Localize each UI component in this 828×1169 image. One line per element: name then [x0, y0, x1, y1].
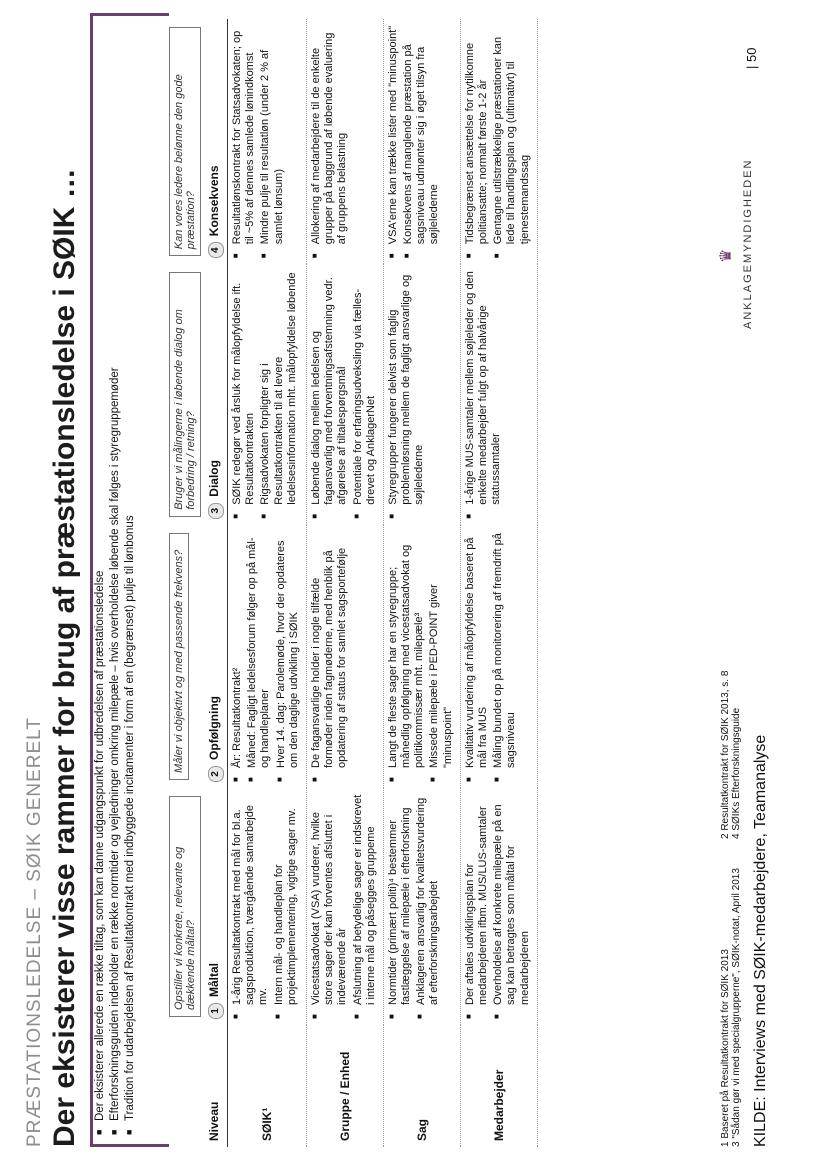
- table-cell: ■ Allokering af medarbejdere til de enkelte grupper på baggrund af løbende evaluering af gruppens belastning: [306, 19, 383, 264]
- question-box: Opstiller vi konkrete, relevante og dækkende måltal?: [169, 796, 201, 1017]
- section-label: PRÆSTATIONSLEDELSE – SØIK GENERELT: [24, 717, 45, 1147]
- table-cell: ■ Der aftales udviklingsplan for medarbejderen ifbm. MUS/LUS-samtaler ■ Overholdelse af konkrete milepæle på en sag kan betragtes som måltal for medarbejderen: [460, 788, 537, 1025]
- table-row: [306, 19, 383, 1147]
- table-cell: ■ Resultatlønskontrakt for Statsadvokaten; op til ~5% af dennes samlede lønindkomst ■ Mindre pulje til resultatløn (under 2 % af samlet lønsum): [228, 19, 307, 264]
- table-cell: ■ År: Resultatkontrakt² ■ Måned: Fagligt ledelsesforum følger op på mål- og handleplaner ■ Hver 14. dag: Parolemøde, hvor der opdateres om den daglige udvikling i SØIK: [228, 525, 307, 788]
- table-row: [383, 19, 460, 1147]
- crown-icon: ♛: [718, 248, 735, 263]
- table-cell: ■ Normtider (primært politi)⁴ bestemmer fastlæggelse af milepæle i efterforskning ■ Anklageren ansvarlig for kvalitetsvurdering af efterforskningsarbejdet: [383, 788, 460, 1025]
- table-cell: ■ Styregrupper fungerer delvist som faglig problemløsning mellem de fagligt ansvarlige og søjlelederne: [383, 264, 460, 525]
- intro-bullet: ■ Der eksisterer allerede en række tiltag, som kan danne udgangspunkt for udbredelsen af præstationsledelse: [94, 55, 106, 1135]
- table-cell: ■ Langt de fleste sager har en styregruppe; månedlig opfølgning med vicestatsadvokat og politikommissær mht. milepæle³ ■ Missede milepæle i PED-POINT giver "minuspoint": [383, 525, 460, 788]
- source-line: KILDE: Interviews med SØIK-medarbejdere, Teamanalyse: [752, 734, 769, 1147]
- intro-bullet: ■ Tradition for udarbejdelsen af Resultatkontrakt med indbyggede incitamenter i form af en (begrænset) pulje til lønbonus: [124, 55, 136, 1135]
- footnotes-right: 2 Resultatkontrakt for SØIK 2013, s. 8 4 SØIKs Efterforskningsguide: [720, 670, 742, 839]
- column-header: Niveau: [204, 1025, 228, 1147]
- row-label: Medarbejder: [460, 1025, 537, 1147]
- table-cell: ■ Vicestatsadvokat (VSA) vurderer, hvilke store sager der kan forventes afsluttet i indeværende år ■ Afslutning af betydelige sager er indskrevet i interne mål og påsegges gruppeme: [306, 788, 383, 1025]
- table-cell: ■ 1-årig Resultatkontrakt med mål for bl.a. sagsproduktion, tværgående samarbejde mv. ■ Intern mål- og handleplan for projektimplementering, vigtige sager mv.: [228, 788, 307, 1025]
- question-box: Måler vi objektivt og med passende frekvens?: [169, 533, 189, 780]
- table-cell: ■ Tidsbegrænset ansættelse for nytilkomne politiansatte; normalt første 1-2 år ■ Gentagne utilstrækkelige præstationer kan lede til handlingsplan og (ultimativt) til tjenestemandssag: [460, 19, 537, 264]
- table-cell: ■ VSA'erne kan trække lister med "minuspoint" ■ Konsekvens af manglende præstation på sagsniveau udmønter sig i øget tilsyn fra søjlelederne: [383, 19, 460, 264]
- table-cell: ■ De fagansvarlige holder i nogle tilfælde formøder inden fagmøderne, med henblik på opdatering af status for samlet sagsportefølje: [306, 525, 383, 788]
- table-cell: ■ Løbende dialog mellem ledelsen og fagansvarlig med forventningsafstemning vedr. afgørelse af tiltalespørgsmål ■ Potentiale for erfaringsudveksling via fælles-drevet og AnklagerNet: [306, 264, 383, 525]
- row-label: Sag: [383, 1025, 460, 1147]
- column-header: 2Opfølgning: [204, 525, 228, 788]
- column-header: 4Konsekvens: [204, 19, 228, 264]
- row-label: Gruppe / Enhed: [306, 1025, 383, 1147]
- question-box: Bruger vi målingerne i løbende dialog om forbedring / retning?: [169, 272, 201, 517]
- question-box: Kan vores ledere belønne den gode præstation?: [169, 27, 201, 256]
- table-cell: ■ 1-årige MUS-samtaler mellem søjleleder og den enkelte medarbejder fulgt op af halvårige statussamtaler: [460, 264, 537, 525]
- column-header: 3Dialog: [204, 264, 228, 525]
- page-title: Der eksisterer visse rammer for brug af præstationsledelse i SØIK …: [48, 168, 81, 1147]
- table-cell: ■ SØIK redegør ved årsluk for målopfyldelse ift. Resultatkontrakten ■ Rigsadvokaten forpligter sig i Resultatkontrakten til at levere ledelsesinformation mht. målopfyldelse løbende: [228, 264, 307, 525]
- framework-table: [166, 19, 538, 1147]
- organization-logo-text: ANKLAGEMYNDIGHEDEN: [742, 158, 754, 329]
- page-number: | 50: [744, 47, 759, 69]
- row-label: SØIK¹: [228, 1025, 307, 1147]
- table-row: [228, 19, 307, 1147]
- table-row: [460, 19, 537, 1147]
- column-header: 1Måltal: [204, 788, 228, 1025]
- table-cell: ■ Kvalitativ vurdering af målopfyldelse baseret på mål fra MUS ■ Måling bundet op på monitorering af fremdrift på sagsniveau: [460, 525, 537, 788]
- intro-bullet: ■ Efterforskningsguiden indeholder en række normtider og vejledninger omkring milepæle – hvis overholdelse løbende skal følges i styregruppemøder: [109, 55, 121, 1135]
- footnotes-left: 1 Baseret på Resultatkontrakt for SØIK 2013 3 "Sådan gør vi med specialgrupperne", SØIK-notat, April 2013: [720, 868, 742, 1147]
- intro-bullets: [94, 55, 139, 1135]
